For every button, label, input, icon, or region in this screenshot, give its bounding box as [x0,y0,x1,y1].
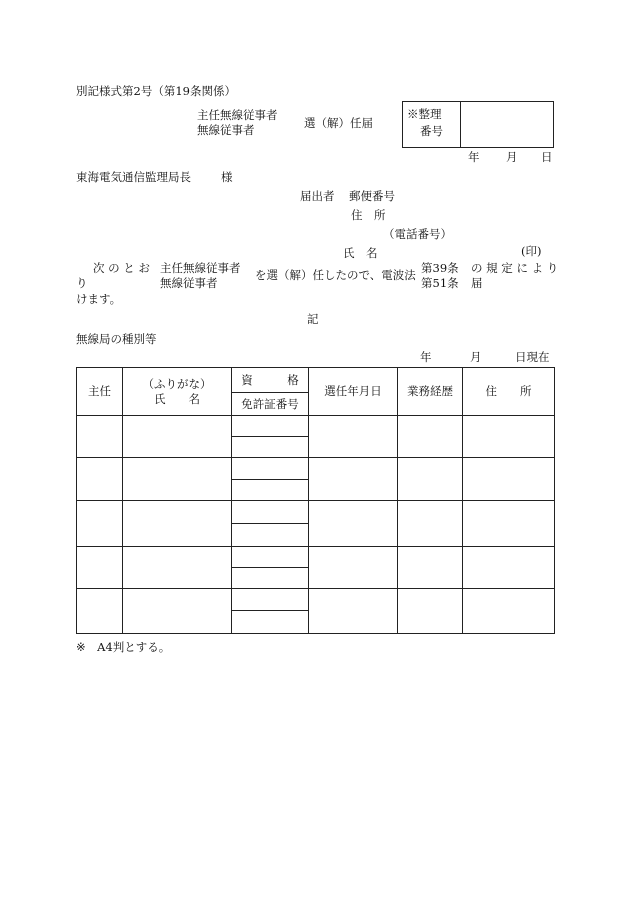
row2-appointed-date-cell[interactable] [309,458,398,501]
row1-name-cell[interactable] [123,416,232,458]
table-date-year: 年 [420,350,432,364]
body-article-51: 第51条 [421,276,459,290]
form-number: 別記様式第2号（第19条関係） [76,84,236,98]
row3-address-cell[interactable] [463,501,555,547]
addressee-honorific: 様 [221,170,233,184]
row1-license-cell[interactable] [232,437,309,458]
row4-chief-cell[interactable] [77,547,123,589]
postal-label: 郵便番号 [349,189,395,203]
row1-chief-cell[interactable] [77,416,123,458]
header-license-no: 免許証番号 [232,393,309,416]
ki-mark: 記 [307,312,319,326]
row2-experience-cell[interactable] [398,458,463,501]
row3-name-cell[interactable] [123,501,232,547]
body-option-chief: 主任無線従事者 [160,261,241,275]
row2-name-cell[interactable] [123,458,232,501]
row4-qualification-cell[interactable] [232,547,309,568]
row5-experience-cell[interactable] [398,589,463,634]
title-option-operator: 無線従事者 [197,123,255,137]
address-label: 住 所 [351,208,386,222]
title-suffix: 選（解）任届 [304,116,373,130]
row2-qualification-cell[interactable] [232,458,309,480]
body-text-1: 次 の と お [93,261,150,275]
date-day: 日 [541,150,553,164]
name-label: 氏 名 [343,246,378,260]
row5-qualification-cell[interactable] [232,589,309,611]
header-furigana: （ふりがな） [142,377,212,392]
row4-appointed-date-cell[interactable] [309,547,398,589]
body-text-1-cont: り [76,276,88,290]
row3-license-cell[interactable] [232,524,309,547]
row4-address-cell[interactable] [463,547,555,589]
ref-label-1: ※整理 [407,107,442,121]
header-appointed-date: 選任年月日 [309,368,398,416]
body-text-2: を選（解）任したので、電波法 [255,268,416,282]
appointee-table [76,367,555,634]
body-text-3: の 規 定 に よ り [471,261,559,275]
row1-appointed-date-cell[interactable] [309,416,398,458]
header-qualification: 資 格 [232,368,309,393]
body-article-39: 第39条 [421,261,459,275]
row1-experience-cell[interactable] [398,416,463,458]
row5-address-cell[interactable] [463,589,555,634]
row1-qualification-cell[interactable] [232,416,309,437]
table-date-month: 月 [470,350,482,364]
row1-address-cell[interactable] [463,416,555,458]
ref-number-field[interactable] [461,102,553,147]
body-text-3-cont: 届 [471,276,483,290]
date-year: 年 [468,150,480,164]
body-option-operator: 無線従事者 [160,276,218,290]
date-month: 月 [506,150,518,164]
title-option-chief: 主任無線従事者 [197,108,278,122]
body-text-4: けます。 [76,292,122,306]
row2-address-cell[interactable] [463,458,555,501]
row4-license-cell[interactable] [232,568,309,589]
row5-name-cell[interactable] [123,589,232,634]
header-name-text: 氏 名 [154,391,200,406]
row3-appointed-date-cell[interactable] [309,501,398,547]
row4-experience-cell[interactable] [398,547,463,589]
row3-experience-cell[interactable] [398,501,463,547]
header-chief: 主任 [77,368,123,416]
header-name [123,368,232,416]
row5-license-cell[interactable] [232,611,309,634]
seal-mark: (印) [521,244,542,258]
footnote: ※ A4判とする。 [76,640,171,654]
row5-appointed-date-cell[interactable] [309,589,398,634]
addressee-name: 東海電気通信監理局長 [76,170,191,184]
row3-qualification-cell[interactable] [232,501,309,524]
row4-name-cell[interactable] [123,547,232,589]
ref-label-2: 番号 [420,124,443,138]
row3-chief-cell[interactable] [77,501,123,547]
table-date-suffix: 日現在 [515,350,550,364]
row2-license-cell[interactable] [232,480,309,501]
header-address: 住 所 [463,368,555,416]
applicant-label: 届出者 [300,189,335,203]
station-label: 無線局の種別等 [76,332,157,346]
row5-chief-cell[interactable] [77,589,123,634]
header-experience: 業務経歴 [398,368,463,416]
row2-chief-cell[interactable] [77,458,123,501]
phone-label: （電話番号） [383,227,452,241]
